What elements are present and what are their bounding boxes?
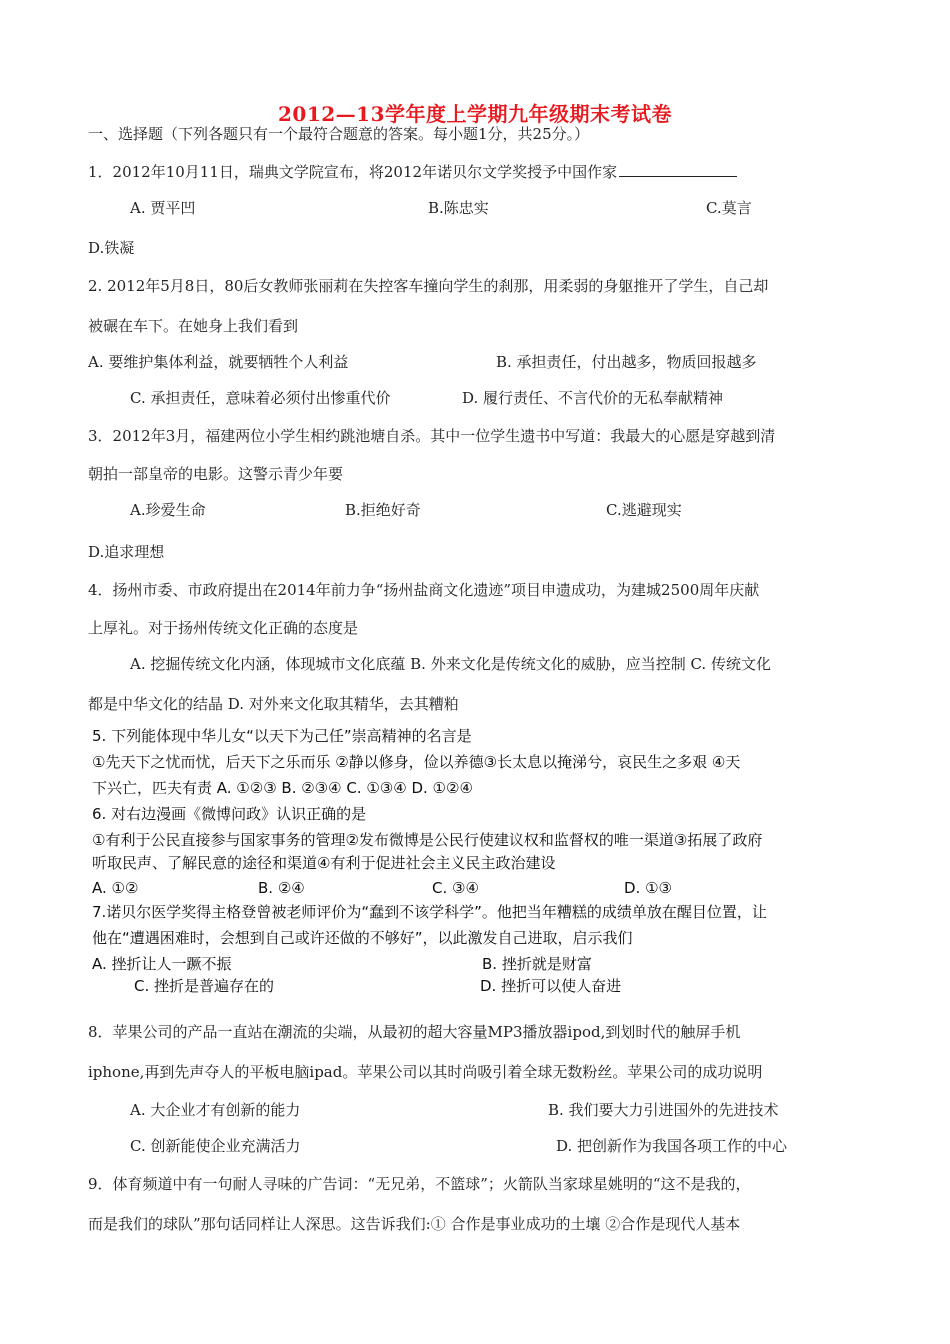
question-2-stem-line-1: 2. 2012年5月8日，80后女教师张丽莉在失控客车撞向学生的刹那，用柔弱的身躯推开了学生，自己却	[88, 277, 769, 295]
question-8-option-a: A. 大企业才有创新的能力	[130, 1101, 301, 1119]
question-2-option-c: C. 承担责任，意味着必须付出惨重代价	[130, 389, 391, 407]
question-3-stem-line-2: 朝拍一部皇帝的电影。这警示青少年要	[88, 465, 344, 483]
question-7-stem-line-1: 7.诺贝尔医学奖得主格登曾被老师评价为“蠢到不该学科学”。他把当年糟糕的成绩单放在醒目位置，让	[92, 903, 767, 921]
question-1-option-a: A. 贾平凹	[130, 199, 196, 217]
question-8-option-d: D. 把创新作为我国各项工作的中心	[556, 1137, 788, 1155]
question-8-option-c: C. 创新能使企业充满活力	[130, 1137, 301, 1155]
exam-title: 2012—13学年度上学期九年级期末考试卷	[278, 102, 672, 126]
question-1-option-d: D.铁凝	[88, 239, 135, 257]
question-3-option-c: C.逃避现实	[606, 501, 682, 519]
question-8-stem-line-1: 8．苹果公司的产品一直站在潮流的尖端，从最初的超大容量MP3播放器ipod,到划时代的触屏手机	[88, 1023, 741, 1041]
question-4-stem-line-2: 上厚礼。对于扬州传统文化正确的态度是	[88, 619, 359, 637]
question-7-option-b: B. 挫折就是财富	[482, 955, 592, 973]
answer-blank	[619, 162, 737, 177]
section-heading: 一、选择题（下列各题只有一个最符合题意的答案。每小题1分，共25分。）	[88, 125, 590, 143]
question-9-stem-line-2: 而是我们的球队”那句话同样让人深思。这告诉我们:① 合作是事业成功的土壤 ②合作是现代人基本	[88, 1215, 741, 1233]
question-5-line-2: 下兴亡，匹夫有责 A. ①②③ B. ②③④ C. ①③④ D. ①②④	[92, 779, 473, 797]
question-2-option-a: A. 要维护集体利益，就要牺牲个人利益	[88, 353, 349, 371]
question-3-stem-line-1: 3．2012年3月，福建两位小学生相约跳池塘自杀。其中一位学生遗书中写道：我最大的心愿是穿越到清	[88, 427, 776, 445]
question-6-line-2: 听取民声、了解民意的途径和渠道④有利于促进社会主义民主政治建设	[92, 854, 556, 872]
question-1-option-b: B.陈忠实	[428, 199, 489, 217]
question-4-options-line-2: 都是中华文化的结晶 D. 对外来文化取其精华，去其糟粕	[88, 695, 459, 713]
question-6-option-c: C. ③④	[432, 879, 479, 897]
question-5-stem: 5. 下列能体现中华儿女“以天下为己任”崇高精神的名言是	[92, 727, 472, 745]
question-6-option-d: D. ①③	[624, 879, 672, 897]
question-7-option-a: A. 挫折让人一蹶不振	[92, 955, 232, 973]
question-5-line-1: ①先天下之忧而忧，后天下之乐而乐 ②静以修身，俭以养德③长太息以掩涕兮，哀民生之多艰 ④天	[92, 753, 741, 771]
question-7-stem-line-2: 他在“遭遇困难时，会想到自己或许还做的不够好”，以此激发自己进取，启示我们	[92, 929, 633, 947]
question-4-stem-line-1: 4．扬州市委、市政府提出在2014年前力争“扬州盐商文化遗迹”项目申遗成功，为建城2500周年庆献	[88, 581, 760, 599]
question-1-stem: 1．2012年10月11日，瑞典文学院宣布，将2012年诺贝尔文学奖授予中国作家	[88, 162, 737, 182]
question-3-option-a: A.珍爱生命	[130, 501, 206, 519]
question-6-option-a: A. ①②	[92, 879, 139, 897]
question-3-option-b: B.拒绝好奇	[345, 501, 421, 519]
question-6-option-b: B. ②④	[258, 879, 305, 897]
question-6-stem: 6. 对右边漫画《微博问政》认识正确的是	[92, 805, 367, 823]
question-2-stem-line-2: 被碾在车下。在她身上我们看到	[88, 317, 299, 335]
question-2-option-b: B. 承担责任，付出越多，物质回报越多	[496, 353, 757, 371]
question-4-options-line-1: A. 挖掘传统文化内涵，体现城市文化底蕴 B. 外来文化是传统文化的威胁，应当控制 C. 传统文化	[130, 655, 771, 673]
question-6-line-1: ①有利于公民直接参与国家事务的管理②发布微博是公民行使建议权和监督权的唯一渠道③拓展了政府	[92, 831, 763, 849]
question-2-option-d: D. 履行责任、不言代价的无私奉献精神	[462, 389, 724, 407]
question-8-stem-line-2: iphone,再到先声夺人的平板电脑ipad。苹果公司以其时尚吸引着全球无数粉丝。苹果公司的成功说明	[88, 1063, 763, 1081]
question-9-stem-line-1: 9．体育频道中有一句耐人寻味的广告词：“无兄弟，不篮球”；火箭队当家球星姚明的“这不是我的，	[88, 1175, 751, 1193]
question-7-option-c: C. 挫折是普遍存在的	[134, 977, 275, 995]
question-8-option-b: B. 我们要大力引进国外的先进技术	[548, 1101, 779, 1119]
question-1-option-c: C.莫言	[706, 199, 752, 217]
question-3-option-d: D.追求理想	[88, 543, 165, 561]
question-7-option-d: D. 挫折可以使人奋进	[480, 977, 622, 995]
